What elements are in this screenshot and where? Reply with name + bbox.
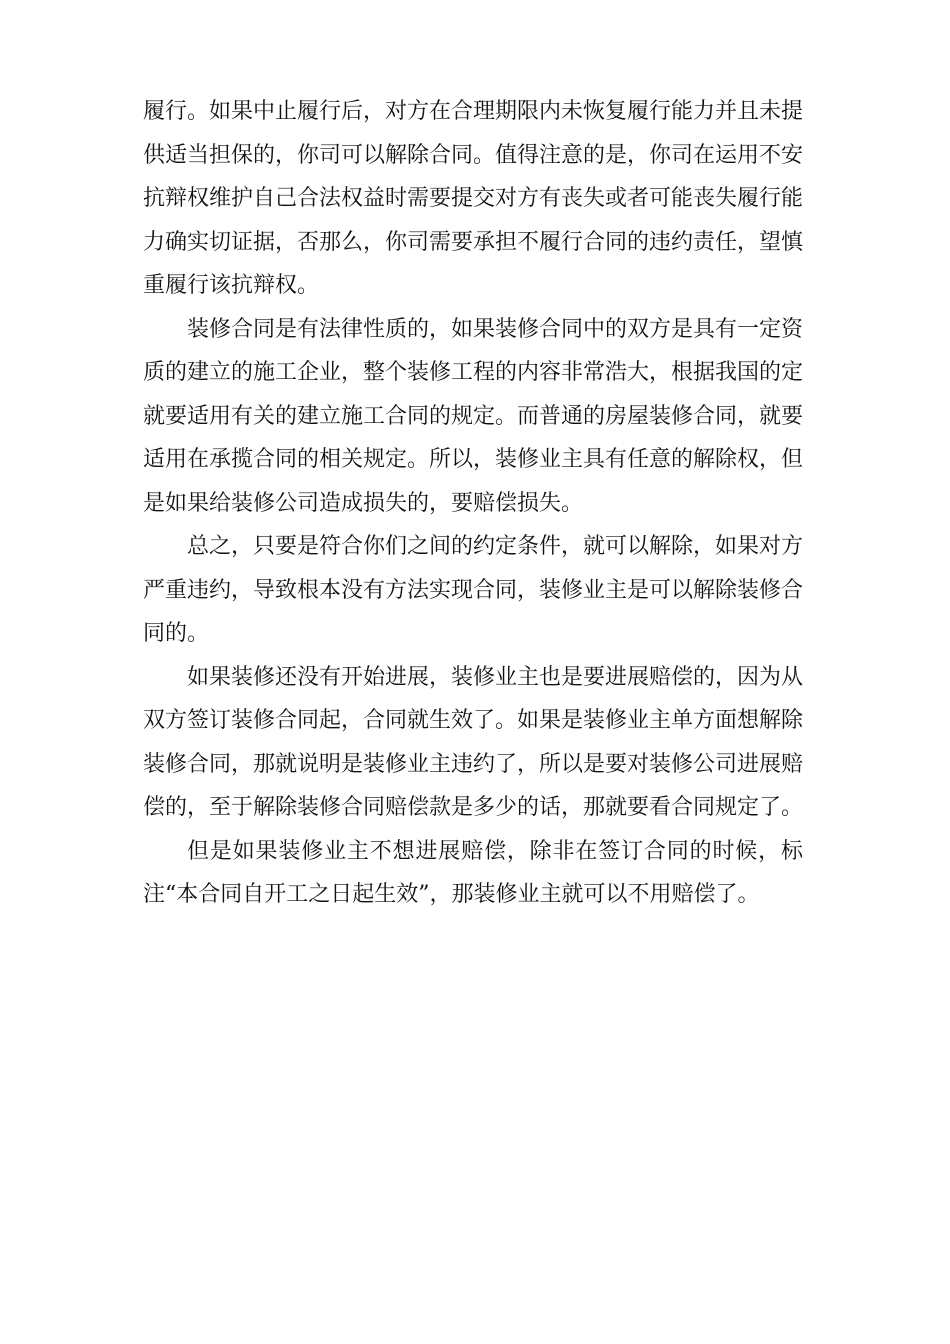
paragraph-continuation: 履行。如果中止履行后，对方在合理期限内未恢复履行能力并且未提供适当担保的，你司可以解除合同。值得注意的是，你司在运用不安抗辩权维护自己合法权益时需要提交对方有丧失或者可能丧失履行能力确实切证据，否那么，你司需要承担不履行合同的违约责任，望慎重履行该抗辩权。 [143,99,804,298]
paragraph: 但是如果装修业主不想进展赔偿，除非在签订合同的时候，标注“本合同自开工之日起生效”，那装修业主就可以不用赔偿了。 [143,838,803,907]
paragraph: 如果装修还没有开始进展，装修业主也是要进展赔偿的，因为从双方签订装修合同起，合同就生效了。如果是装修业主单方面想解除装修合同，那就说明是装修业主违约了，所以是要对装修公司进展赔偿的，至于解除装修合同赔偿款是多少的话，那就要看合同规定了。 [143,664,804,820]
document-body [143,90,803,917]
paragraph: 总之，只要是符合你们之间的约定条件，就可以解除，如果对方严重违约，导致根本没有方法实现合同，装修业主是可以解除装修合同的。 [143,534,804,646]
paragraph: 装修合同是有法律性质的，如果装修合同中的双方是具有一定资质的建立的施工企业，整个装修工程的内容非常浩大，根据我国的定就要适用有关的建立施工合同的规定。而普通的房屋装修合同，就要适用在承揽合同的相关规定。所以，装修业主具有任意的解除权，但是如果给装修公司造成损失的，要赔偿损失。 [143,316,804,516]
